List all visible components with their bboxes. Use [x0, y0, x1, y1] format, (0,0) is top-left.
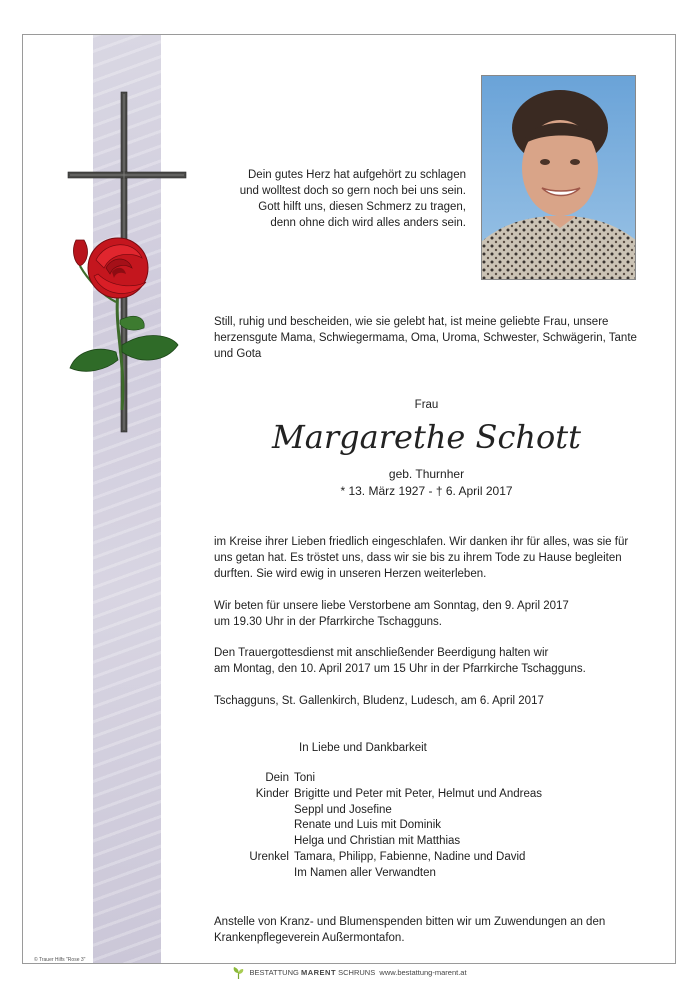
cross-rose-icon: [66, 90, 190, 435]
relation: Dein: [265, 772, 289, 784]
poem-line: denn ohne dich wird alles anders sein.: [270, 217, 466, 229]
family-names: Seppl und Josefine: [294, 803, 392, 816]
family-names: Helga und Christian mit Matthias: [294, 835, 461, 848]
family-row: [214, 771, 639, 787]
deceased-name: Margarethe Schott: [272, 418, 581, 456]
footer-brand: BESTATTUNG: [249, 968, 299, 977]
footer: [0, 966, 700, 980]
relation: [214, 834, 294, 850]
family-row: [214, 866, 639, 882]
family-names: Tamara, Philipp, Fabienne, Nadine und David: [294, 850, 526, 863]
intro-text: Still, ruhig und bescheiden, wie sie gelebt hat, ist meine geliebte Frau, unsere herzensgute Mama, Schwiegermama, Oma, Uroma, Schwester, Schwägerin, Tante und Gota: [214, 316, 637, 360]
funeral-line: am Montag, den 10. April 2017 um 15 Uhr in der Pfarrkirche Tschagguns.: [214, 663, 586, 675]
prayer-line: Wir beten für unsere liebe Verstorbene am Sonntag, den 9. April 2017: [214, 600, 569, 612]
prayer-notice: [214, 598, 639, 630]
relation: Kinder: [255, 787, 289, 800]
poem-line: Dein gutes Herz hat aufgehört zu schlagen: [248, 169, 466, 181]
image-credit: © Trauer Hilfs "Rose 3": [34, 957, 86, 963]
poem-line: und wolltest doch so gern noch bei uns sein.: [239, 185, 466, 197]
family-list: [214, 771, 639, 882]
body-paragraph: im Kreise ihrer Lieben friedlich eingeschlafen. Wir danken ihr für alles, was sie für uns getan hat. Es tröstet uns, dass wir sie bis zu ihrem Tode zu Hause begleiten durften. Sie wird ewig in unseren Herzen weiterleben.: [214, 536, 629, 580]
relation: [214, 866, 294, 882]
family-names: Renate und Luis mit Dominik: [294, 819, 442, 832]
relation: [214, 818, 294, 834]
footer-town: SCHRUNS: [338, 968, 376, 977]
footer-url[interactable]: www.bestattung-marent.at: [379, 968, 467, 977]
family-names: Toni: [294, 772, 316, 784]
leaf-logo-icon: [233, 967, 244, 979]
family-row: [214, 850, 639, 866]
place-date: Tschagguns, St. Gallenkirch, Bludenz, Ludesch, am 6. April 2017: [214, 695, 544, 707]
footer-company: MARENT: [300, 968, 337, 977]
relation: [214, 803, 294, 819]
prayer-line: um 19.30 Uhr in der Pfarrkirche Tschagguns.: [214, 616, 442, 628]
relation: Urenkel: [249, 850, 289, 863]
life-dates: * 13. März 1927 - † 6. April 2017: [340, 484, 513, 498]
birth-name: geb. Thurnher: [388, 467, 465, 481]
poem: [200, 167, 466, 231]
farewell-line: In Liebe und Dankbarkeit: [299, 742, 427, 754]
funeral-line: Den Trauergottesdienst mit anschließender Beerdigung halten wir: [214, 647, 549, 659]
family-row: [214, 787, 639, 803]
family-row: [214, 834, 639, 850]
funeral-notice: [214, 645, 639, 677]
family-names: Brigitte und Peter mit Peter, Helmut und Andreas: [294, 787, 543, 800]
poem-line: Gott hilft uns, diesen Schmerz zu tragen,: [258, 201, 466, 213]
family-row: [214, 803, 639, 819]
closing-request: Anstelle von Kranz- und Blumenspenden bitten wir um Zuwendungen an den Krankenpflegeverein Außermontafon.: [214, 916, 606, 944]
portrait-photo: [481, 75, 636, 280]
family-names: Im Namen aller Verwandten: [294, 866, 436, 879]
title-prefix: Frau: [414, 399, 439, 411]
family-row: [214, 818, 639, 834]
